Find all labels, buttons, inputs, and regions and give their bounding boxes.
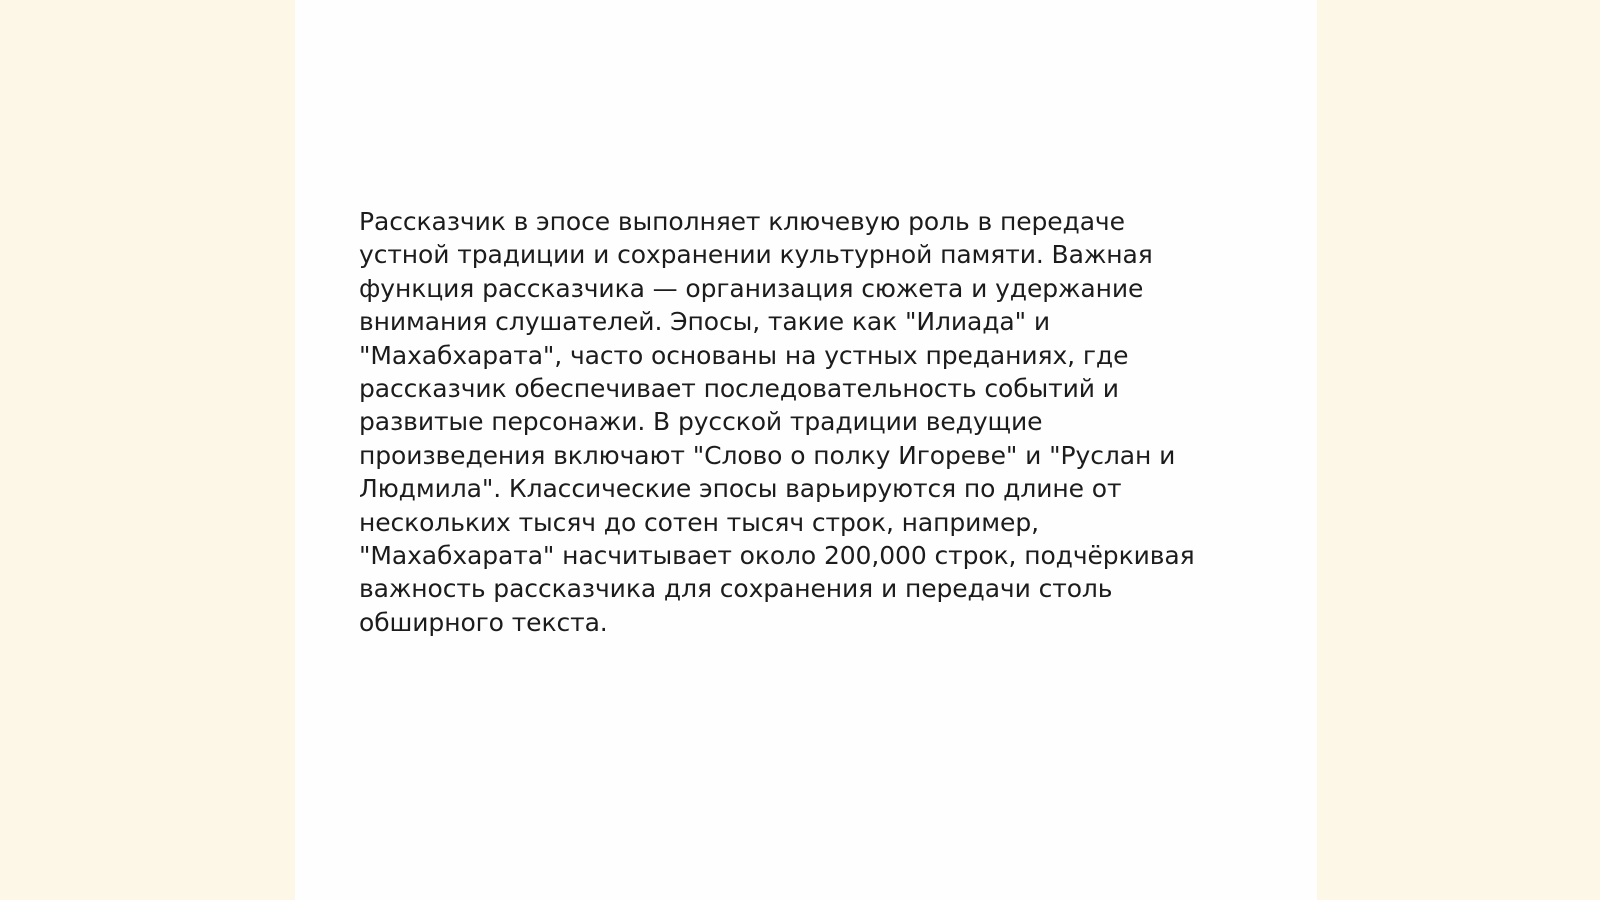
paragraph-line: развитые персонажи. В русской традиции ведущие [359, 407, 1043, 437]
paragraph-line: важность рассказчика для сохранения и передачи столь [359, 574, 1113, 604]
paragraph-line: функция рассказчика — организация сюжета и удержание [359, 273, 1144, 303]
body-paragraph [359, 205, 1239, 639]
paragraph-line: устной традиции и сохранении культурной памяти. Важная [359, 240, 1153, 270]
paragraph-line: "Махабхарата" насчитывает около 200,000 строк, подчёркивая [359, 541, 1195, 571]
paragraph-line: "Махабхарата", часто основаны на устных преданиях, где [359, 340, 1129, 370]
paragraph-line: произведения включают "Слово о полку Игореве" и "Руслан и [359, 440, 1176, 470]
paragraph-line: нескольких тысяч до сотен тысяч строк, например, [359, 507, 1039, 537]
paragraph-line: рассказчик обеспечивает последовательность событий и [359, 374, 1119, 404]
paragraph-line: обширного текста. [359, 607, 608, 637]
paragraph-line: Рассказчик в эпосе выполняет ключевую роль в передаче [359, 207, 1125, 236]
paragraph-line: внимания слушателей. Эпосы, такие как "Илиада" и [359, 307, 1050, 337]
paragraph-line: Людмила". Классические эпосы варьируются по длине от [359, 474, 1122, 504]
